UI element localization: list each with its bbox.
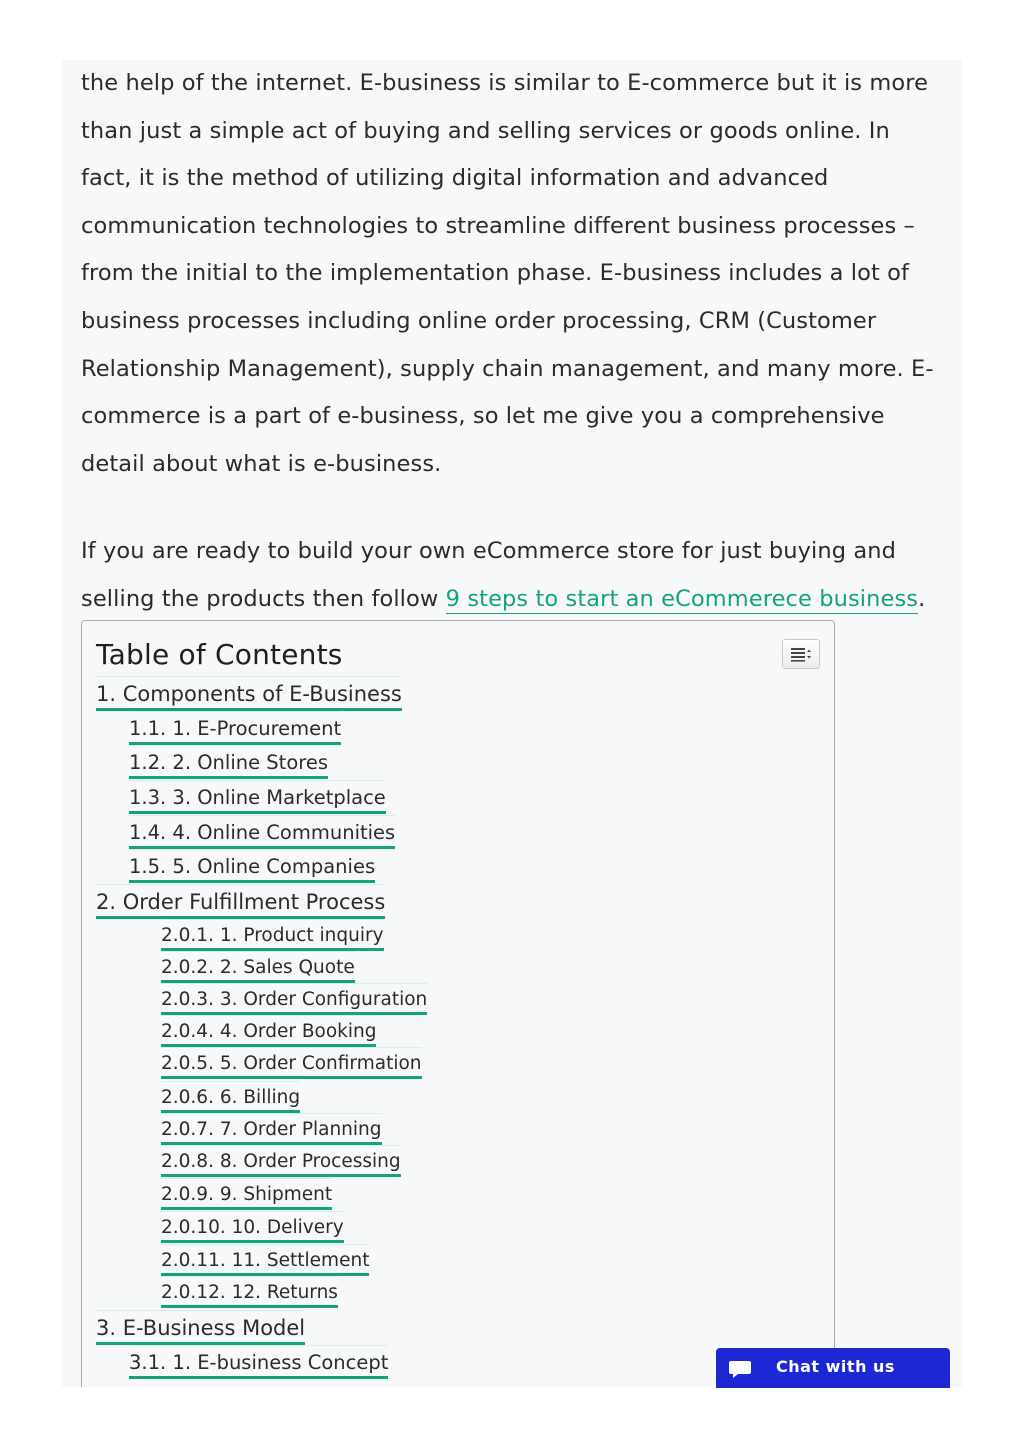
chat-bubble-icon	[728, 1357, 752, 1381]
toc-item[interactable]: 2.0.5. 5. Order Confirmation	[161, 1051, 422, 1079]
toc-item[interactable]: 2.0.7. 7. Order Planning	[161, 1117, 382, 1145]
article-paragraph	[81, 528, 947, 623]
toc-item[interactable]: 1.5. 5. Online Companies	[129, 853, 375, 883]
toc-item[interactable]: 1.4. 4. Online Communities	[129, 819, 395, 849]
toc-item[interactable]: 1.3. 3. Online Marketplace	[129, 784, 386, 814]
toc-item[interactable]: 3. E-Business Model	[96, 1314, 305, 1345]
toc-item[interactable]: 2.0.3. 3. Order Configuration	[161, 987, 427, 1015]
chat-with-us-button[interactable]	[716, 1348, 950, 1388]
toc-title: Table of Contents	[96, 638, 343, 671]
content-area	[62, 60, 962, 1387]
toc-item[interactable]: 2.0.4. 4. Order Booking	[161, 1019, 376, 1047]
toc-item[interactable]: 2.0.1. 1. Product inquiry	[161, 923, 384, 951]
toc-item[interactable]: 2.0.12. 12. Returns	[161, 1280, 338, 1308]
paragraph-text: .	[918, 585, 926, 612]
ecommerce-steps-link[interactable]: 9 steps to start an eCommerece business	[445, 585, 919, 612]
toc-item[interactable]: 2.0.9. 9. Shipment	[161, 1182, 332, 1210]
toc-item[interactable]: 2.0.10. 10. Delivery	[161, 1215, 344, 1243]
chat-label: Chat with us	[776, 1357, 895, 1376]
article-body	[81, 60, 947, 624]
table-of-contents	[81, 620, 835, 1387]
toc-item[interactable]: 2. Order Fulfillment Process	[96, 888, 385, 919]
toc-item[interactable]: 1. Components of E-Business	[96, 680, 402, 711]
toc-item[interactable]: 1.1. 1. E-Procurement	[129, 715, 341, 745]
toc-item[interactable]: 1.2. 2. Online Stores	[129, 749, 328, 779]
toc-item[interactable]: 3.1. 1. E-business Concept	[129, 1349, 388, 1379]
article-paragraph: the help of the internet. E-business is similar to E-commerce but it is more than just a simple act of buying and selling services or goods online. In fact, it is the method of utilizing digital information and advanced communication technologies to streamline different business processes – from the initial to the implementation phase. E-business includes a lot of business processes including online order processing, CRM (Customer Relationship Management), supply chain management, and many more. E-commerce is a part of e-business, so let me give you a comprehensive detail about what is e-business.	[81, 70, 934, 477]
toc-item[interactable]: 2.0.6. 6. Billing	[161, 1085, 300, 1113]
toc-item[interactable]: 2.0.2. 2. Sales Quote	[161, 955, 355, 983]
toc-item[interactable]: 2.0.8. 8. Order Processing	[161, 1149, 401, 1177]
paragraph-text: If you are ready to build your own eCommerce store for just buying and selling the products then follow	[81, 538, 897, 612]
toc-item[interactable]: 2.0.11. 11. Settlement	[161, 1248, 369, 1276]
list-toggle-icon	[790, 646, 812, 662]
toc-toggle-button[interactable]	[782, 639, 820, 669]
